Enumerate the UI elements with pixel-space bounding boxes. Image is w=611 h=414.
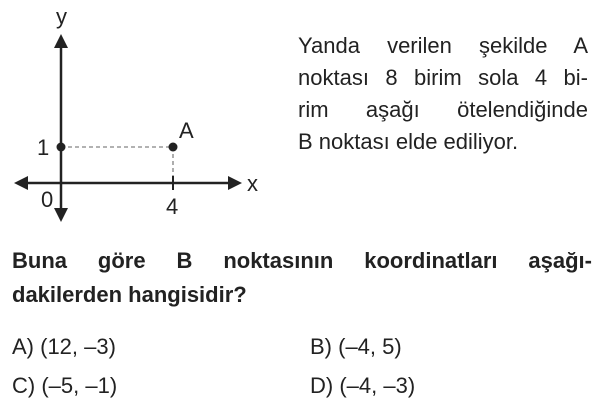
option-value: (–4, –3) — [339, 373, 416, 398]
x-axis-arrow-left — [14, 176, 28, 190]
point-y1 — [57, 143, 66, 152]
question-line: Buna göre B noktasının koordinatları aşağı- — [12, 248, 592, 273]
option-b[interactable] — [310, 334, 402, 360]
question-text — [12, 244, 592, 312]
option-letter: C) — [12, 373, 36, 398]
option-c[interactable] — [12, 373, 117, 399]
tick-label-y-1: 1 — [37, 135, 50, 160]
origin-label: 0 — [41, 187, 54, 212]
point-A-label: A — [179, 118, 194, 143]
option-value: (–5, –1) — [41, 373, 118, 398]
coordinate-figure — [0, 0, 290, 235]
x-axis-label: x — [247, 171, 258, 196]
y-axis-arrow-down — [54, 208, 68, 222]
option-letter: A) — [12, 334, 34, 359]
problem-statement — [298, 30, 588, 158]
y-axis-label: y — [56, 4, 67, 29]
option-letter: B) — [310, 334, 332, 359]
question-line: dakilerden hangisidir? — [12, 282, 247, 307]
statement-line: rim aşağı ötelendiğinde — [298, 97, 588, 122]
option-value: (–4, 5) — [338, 334, 402, 359]
statement-line: B noktası elde ediliyor. — [298, 129, 519, 154]
tick-label-x-4: 4 — [166, 194, 179, 219]
option-a[interactable] — [12, 334, 116, 360]
statement-line: noktası 8 birim sola 4 bi- — [298, 65, 588, 90]
y-axis-arrow-up — [54, 34, 68, 48]
x-axis-arrow-right — [228, 176, 242, 190]
option-letter: D) — [310, 373, 334, 398]
option-value: (12, –3) — [40, 334, 116, 359]
point-A — [169, 143, 178, 152]
statement-line: Yanda verilen şekilde A — [298, 33, 588, 58]
option-d[interactable] — [310, 373, 415, 399]
